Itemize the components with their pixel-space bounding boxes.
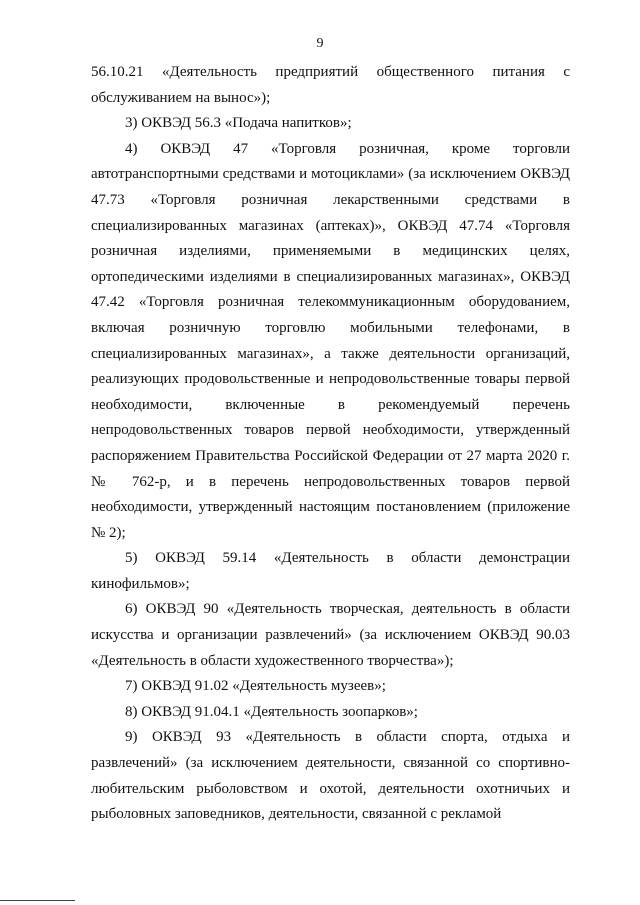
footer-divider	[0, 900, 75, 901]
list-item-7: 7) ОКВЭД 91.02 «Деятельность музеев»;	[125, 678, 386, 695]
list-item-4: 4) ОКВЭД 47 «Торговля розничная, кроме торговли автотранспортными средствами и мотоциклами» (за исключением ОКВЭД 47.73 «Торговля розничная лекарственными средствами в специализированных магазинах (аптеках)», ОКВЭД 47.74 «Торговля розничная изделиями, применяемыми в медицинских целях, ортопедическими изделиями в специализированных магазинах», ОКВЭД 47.42 «Торговля розничная телекоммуникационным оборудованием, включая розничную торговлю мобильными телефонами, в специализированных магазинах», а также деятельности организаций, реализующих продовольственные и непродовольственные товары первой необходимости, включенные в рекомендуемый перечень непродовольственных товаров первой необходимости, утвержденный распоряжением Правительства Российской Федерации от 27 марта 2020 г. № 762-р, и в перечень непродовольственных товаров первой необходимости, утвержденный настоящим постановлением (приложение № 2);	[91, 140, 570, 541]
list-item-5: 5) ОКВЭД 59.14 «Деятельность в области демонстрации кинофильмов»;	[91, 550, 570, 592]
list-item-9: 9) ОКВЭД 93 «Деятельность в области спорта, отдыха и развлечений» (за исключением деятельности, связанной со спортивно-любительским рыболовством и охотой, деятельности охотничьих и рыболовных заповедников, деятельности, связанной с рекламой	[91, 729, 570, 823]
list-item-8: 8) ОКВЭД 91.04.1 «Деятельность зоопарков»;	[125, 703, 418, 720]
list-item-3: 3) ОКВЭД 56.3 «Подача напитков»;	[125, 115, 352, 132]
list-item-6: 6) ОКВЭД 90 «Деятельность творческая, деятельность в области искусства и организации развлечений» (за исключением ОКВЭД 90.03 «Деятельность в области художественного творчества»);	[91, 601, 570, 669]
paragraph-continuation: 56.10.21 «Деятельность предприятий общественного питания с обслуживанием на вынос»);	[91, 64, 570, 106]
document-body	[91, 60, 570, 828]
page-number: 9	[316, 36, 324, 51]
